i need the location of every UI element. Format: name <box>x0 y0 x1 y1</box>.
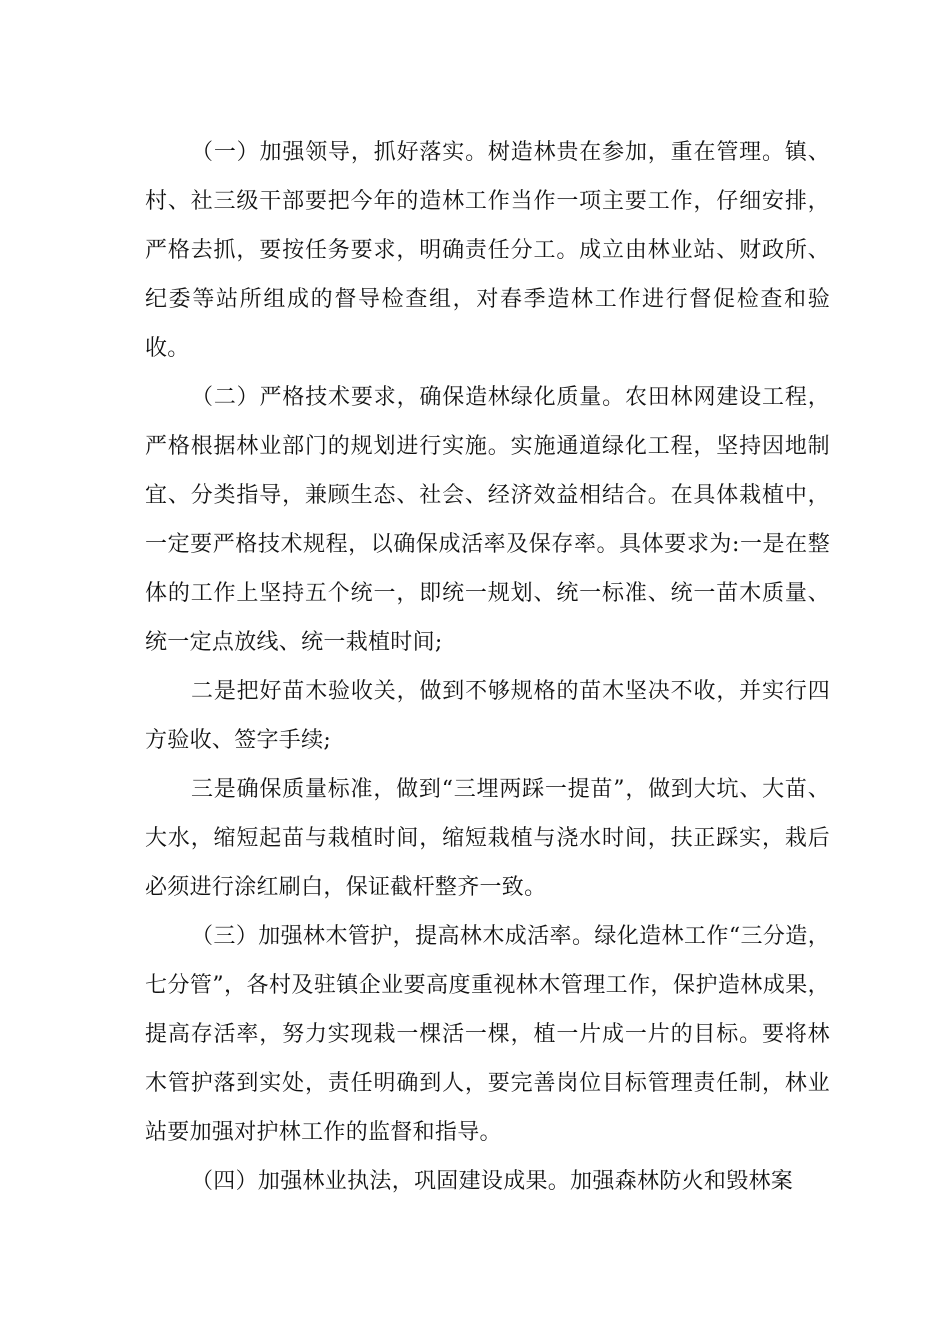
paragraph-quality-standard: 三是确保质量标准，做到“三埋两踩一提苗”，做到大坑、大苗、大水，缩短起苗与栽植时间，缩短栽植与浇水时间，扶正踩实，栽后必须进行涂红刷白，保证截杆整齐一致。 <box>145 777 830 900</box>
paragraph-seedling-acceptance: 二是把好苗木验收关，做到不够规格的苗木坚决不收，并实行四方验收、签字手续; <box>145 679 830 753</box>
paragraph-forest-management: （三）加强林木管护，提高林木成活率。绿化造林工作“三分造，七分管”，各村及驻镇企业要高度重视林木管理工作，保护造林成果，提高存活率，努力实现栽一棵活一棵，植一片成一片的目标。要将林木管护落到实处，责任明确到人，要完善岗位目标管理责任制，林业站要加强对护林工作的监督和指导。 <box>145 924 830 1145</box>
paragraph-forestry-enforcement: （四）加强林业执法，巩固建设成果。加强森林防火和毁林案 <box>191 1169 794 1194</box>
paragraph-leadership: （一）加强领导，抓好落实。树造林贵在参加，重在管理。镇、村、社三级干部要把今年的造林工作当作一项主要工作，仔细安排，严格去抓，要按任务要求，明确责任分工。成立由林业站、财政所、纪委等站所组成的督导检查组，对春季造林工作进行督促检查和验收。 <box>145 140 830 361</box>
paragraph-technical-requirements: （二）严格技术要求，确保造林绿化质量。农田林网建设工程，严格根据林业部门的规划进行实施。实施通道绿化工程，坚持因地制宜、分类指导，兼顾生态、社会、经济效益相结合。在具体栽植中，一定要严格技术规程，以确保成活率及保存率。具体要求为:一是在整体的工作上坚持五个统一，即统一规划、统一标准、统一苗木质量、统一定点放线、统一栽植时间; <box>145 385 830 655</box>
document-page <box>145 128 830 1206</box>
